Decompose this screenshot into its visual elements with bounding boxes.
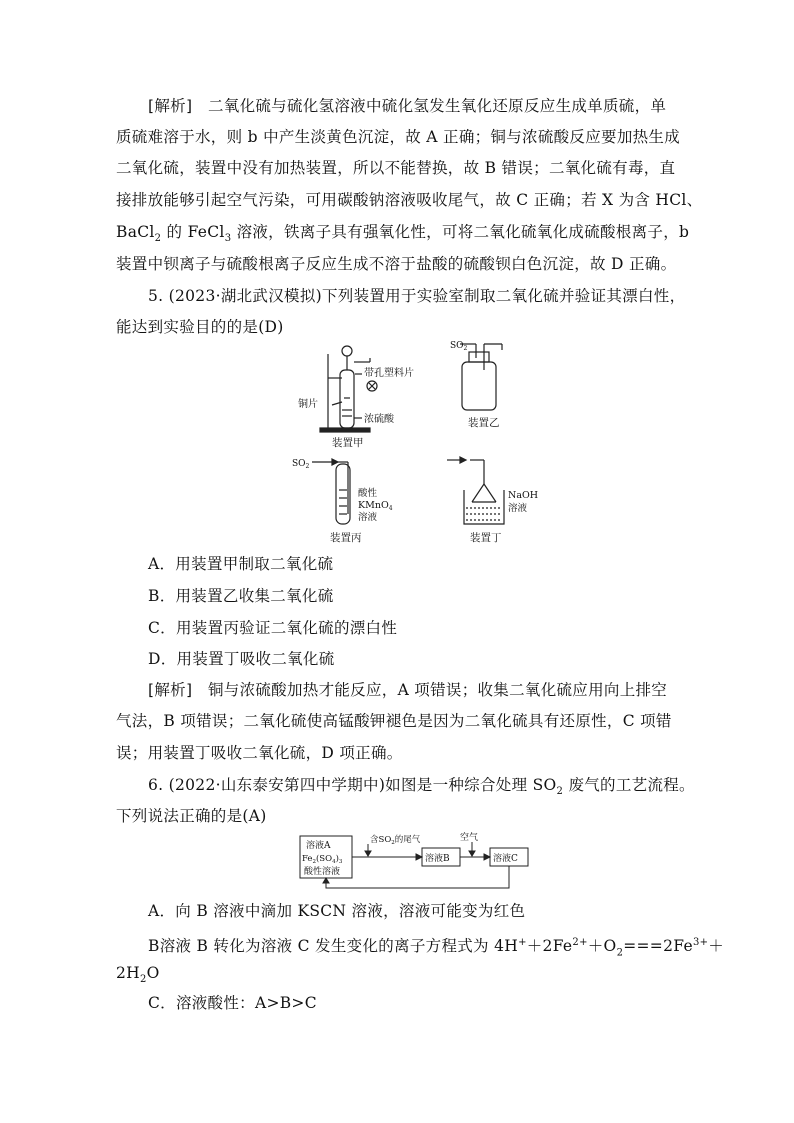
label-kmno4-3: 溶液 — [358, 512, 378, 523]
q4-analysis-line-6: 装置中钡离子与硫酸根离子反应生成不溶于盐酸的硫酸钡白色沉淀，故 D 正确。 — [116, 255, 677, 273]
flow-box-b: 溶液B — [425, 854, 450, 864]
label-kmno4-2: KMnO$_4$ — [358, 500, 393, 512]
flow-box-a-line1: 溶液A — [306, 841, 331, 851]
analysis-tag: [解析] — [148, 681, 193, 699]
label-copper: 铜片 — [298, 399, 318, 410]
label-so2-yi: $SO_2$ — [450, 341, 468, 352]
q5-option-c: C．用装置丙验证二氧化硫的漂白性 — [148, 619, 398, 637]
flow-air: 空气 — [460, 833, 479, 843]
flow-diagram — [296, 830, 546, 895]
q4-analysis-line-1: [解析] 二氧化硫与硫化氢溶液中硫化氢发生氧化还原反应生成单质硫，单 — [148, 97, 667, 115]
flow-box-c: 溶液C — [493, 854, 518, 864]
analysis-tag: [解析] — [148, 97, 193, 115]
label-plastic-sheet: 带孔塑料片 — [364, 368, 414, 379]
label-naoh-2: 溶液 — [508, 503, 528, 514]
q5-analysis-line-3: 误；用装置丁吸收二氧化硫，D 项正确。 — [116, 744, 403, 762]
q5-stem-1: 5. (2023·湖北武汉模拟)下列装置用于实验室制取二氧化硫并验证其漂白性， — [148, 287, 686, 305]
q5-option-d: D．用装置丁吸收二氧化硫 — [148, 650, 335, 668]
q5-option-b: B．用装置乙收集二氧化硫 — [148, 587, 334, 605]
q6-stem-1: 6. (2022·山东泰安第四中学期中)如图是一种综合处理 $SO_2$ 废气的工艺流程。 — [148, 776, 695, 798]
q6-option-b-line2: $2H_2O$ — [116, 964, 160, 986]
q6-option-b-line1: B溶液 B 转化为溶液 C 发生变化的离子方程式为 $4H^++2Fe^{2+}+O_2===2Fe^{3+}+$ — [148, 937, 725, 959]
label-so2-bing: $SO_2$ — [292, 459, 310, 470]
label-conc-acid: 浓硫酸 — [364, 414, 394, 425]
flow-box-a-line2: $Fe_2(SO_4)_3$ — [302, 854, 343, 865]
q5-analysis-line-2: 气法，B 项错误；二氧化硫使高锰酸钾褪色是因为二氧化硫具有还原性，C 项错 — [116, 712, 672, 730]
q6-option-a: A．向 B 溶液中滴加 KSCN 溶液，溶液可能变为红色 — [148, 902, 526, 920]
label-device-yi: 装置乙 — [468, 417, 500, 429]
q5-option-a: A．用装置甲制取二氧化硫 — [148, 555, 334, 573]
label-device-jia: 装置甲 — [332, 437, 364, 449]
q6-option-c: C．溶液酸性：A>B>C — [148, 994, 317, 1012]
apparatus-figure — [292, 340, 552, 550]
q4-analysis-line-5: BaCl$_2$ 的 FeCl$_3$ 溶液，铁离子具有强氧化性，可将二氧化硫氧化成硫酸根离子，b — [116, 223, 690, 245]
q4-analysis-line-2: 质硫难溶于水，则 b 中产生淡黄色沉淀，故 A 正确；铜与浓硫酸反应要加热生成 — [116, 128, 681, 146]
q4-analysis-line-3: 二氧化硫，装置中没有加热装置，所以不能替换，故 B 错误；二氧化硫有毒，直 — [116, 159, 676, 177]
q5-stem-2: 能达到实验目的的是(D) — [116, 318, 284, 336]
q4-analysis-line-4: 接排放能够引起空气污染，可用碳酸钠溶液吸收尾气，故 C 正确；若 X 为含 HCl、 — [116, 191, 703, 209]
label-kmno4-1: 酸性 — [358, 488, 378, 499]
flow-tail-gas: 含$SO_2$的尾气 — [370, 835, 421, 846]
label-device-ding: 装置丁 — [470, 532, 502, 544]
flow-box-a-line3: 酸性溶液 — [304, 867, 341, 877]
q5-analysis-line-1: [解析] 铜与浓硫酸加热才能反应，A 项错误；收集二氧化硫应用向上排空 — [148, 681, 668, 699]
q6-stem-2: 下列说法正确的是(A) — [116, 807, 267, 825]
label-naoh-1: NaOH — [508, 490, 539, 501]
label-device-bing: 装置丙 — [330, 532, 362, 544]
